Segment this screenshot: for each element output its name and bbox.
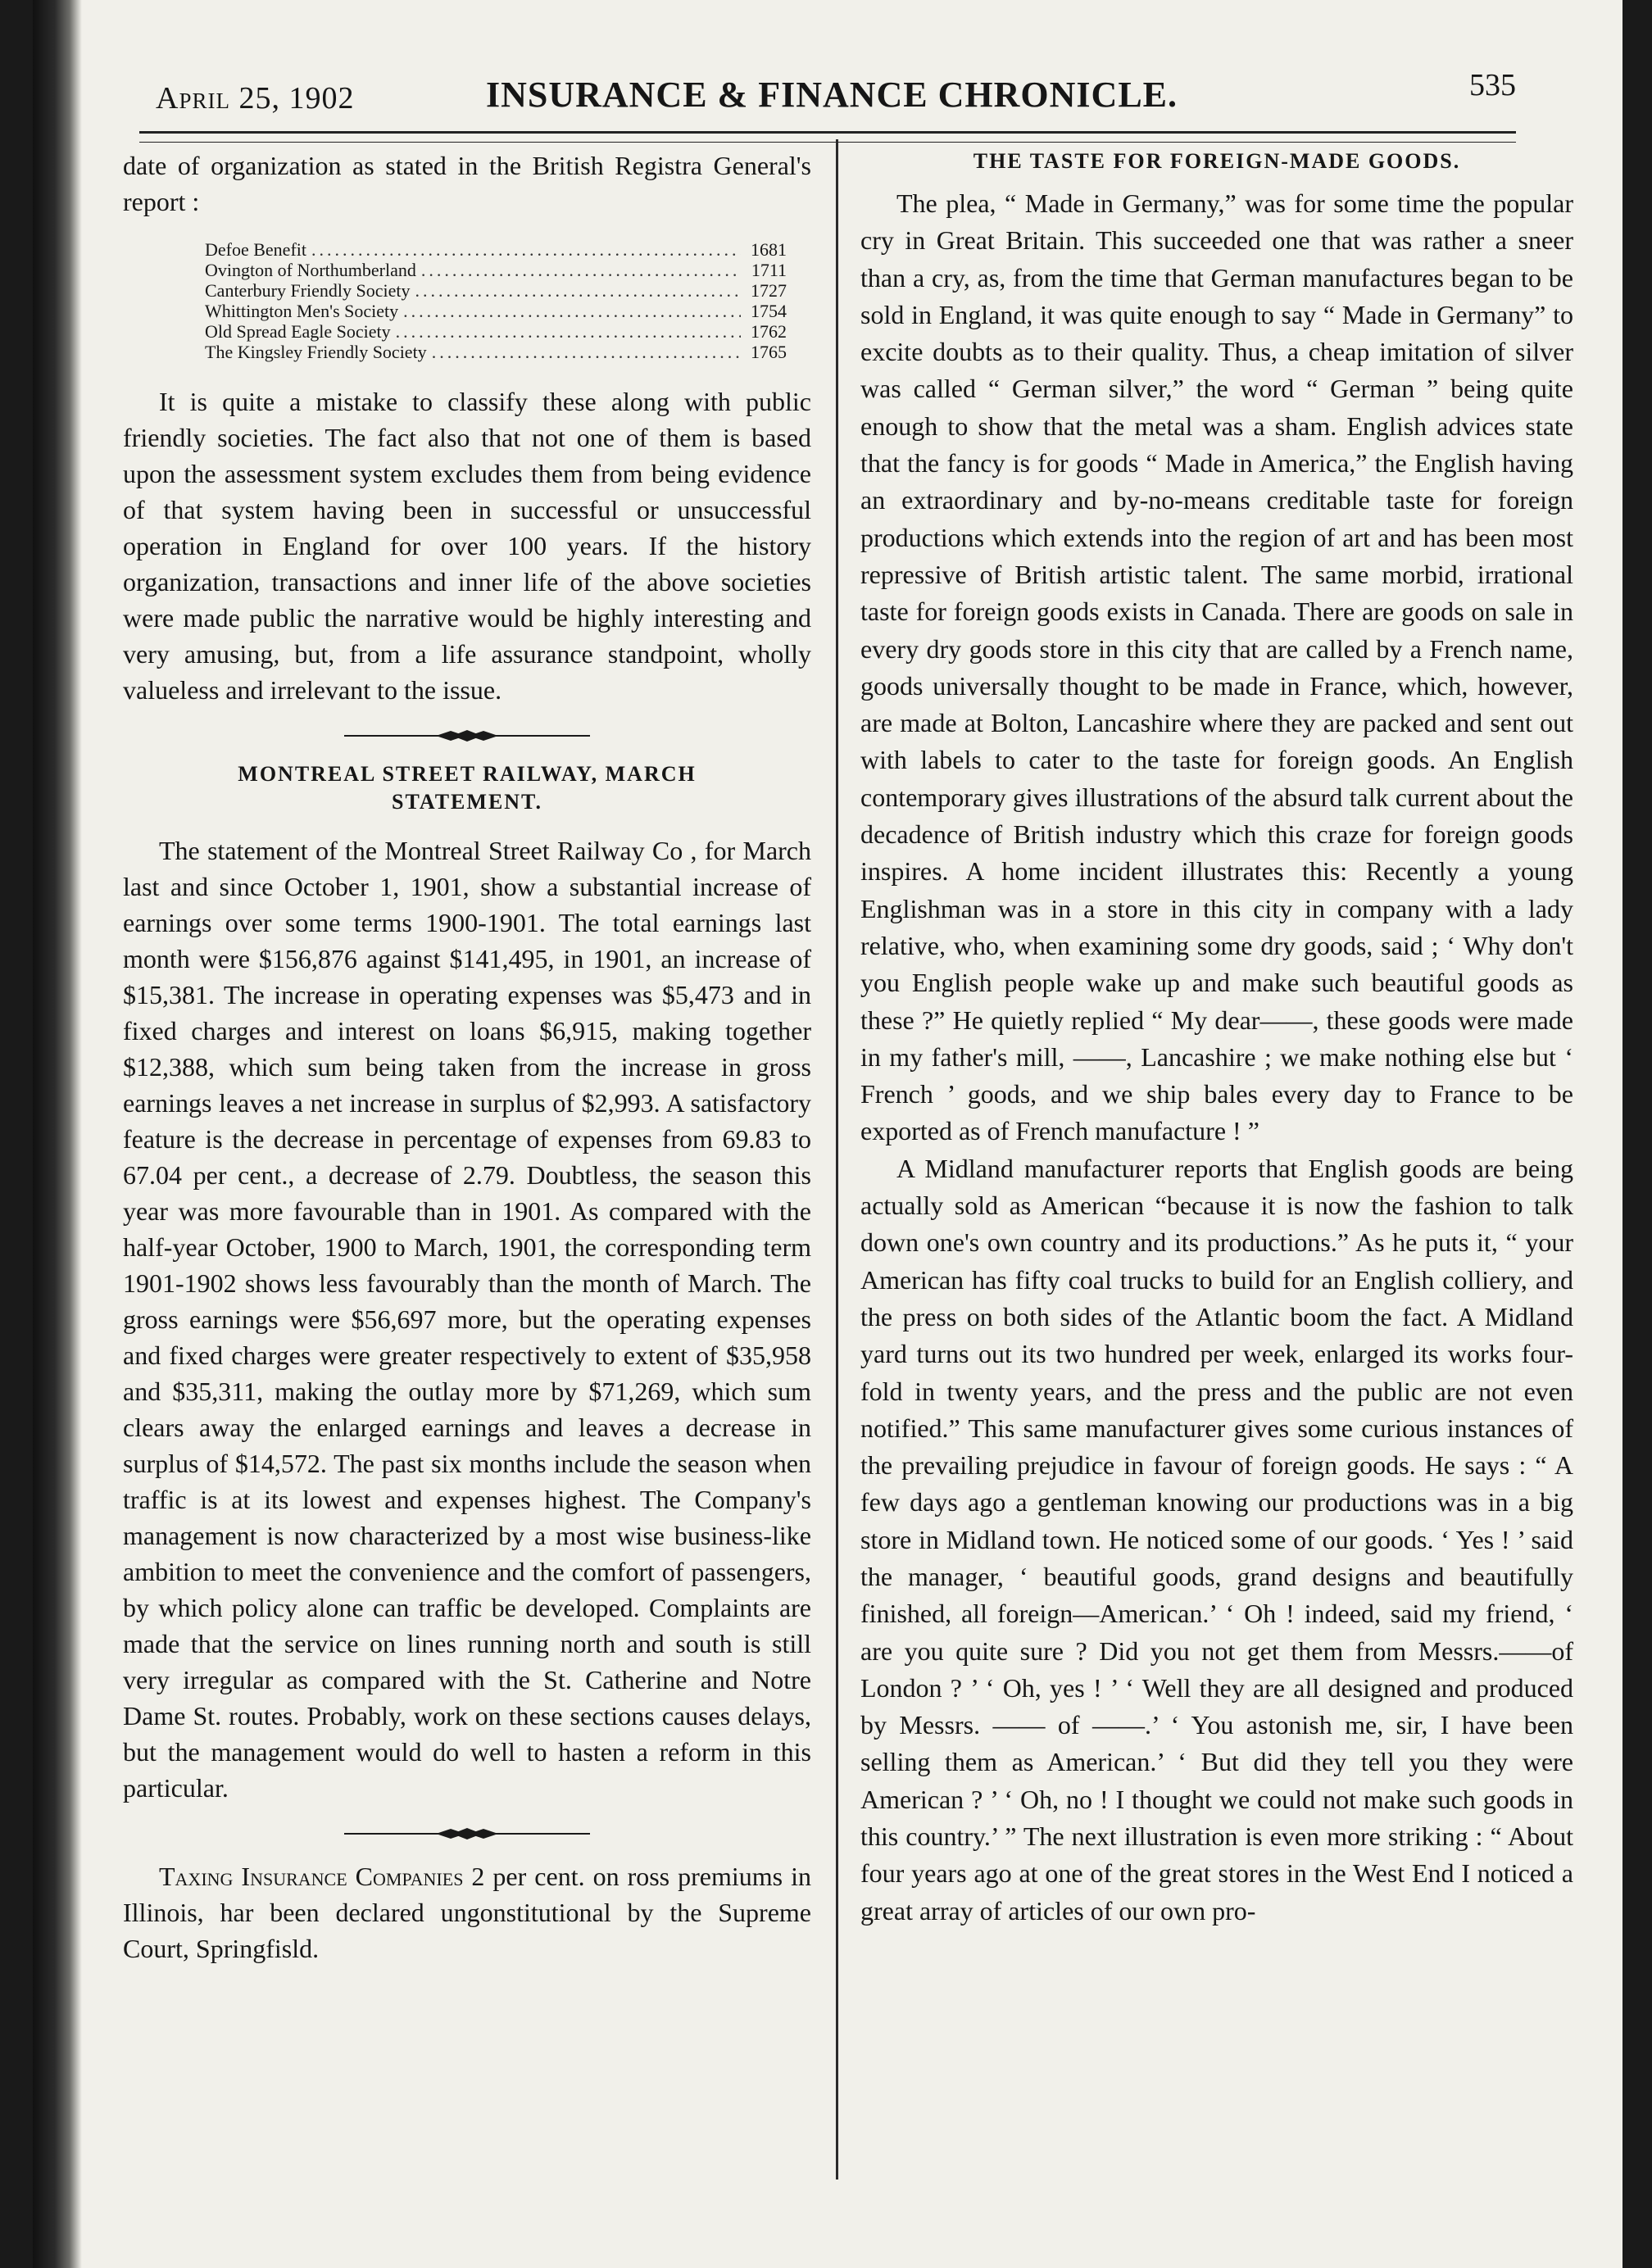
book-binding-shadow xyxy=(33,0,82,2268)
leader-dots xyxy=(432,342,741,362)
leader-dots xyxy=(421,260,741,280)
railway-heading-line1: MONTREAL STREET RAILWAY, MARCH xyxy=(238,762,697,786)
society-name: Defoe Benefit xyxy=(205,239,306,260)
society-name: Canterbury Friendly Society xyxy=(205,280,411,301)
publication-title: INSURANCE & FINANCE CHRONICLE. xyxy=(485,75,1178,115)
society-year: 1754 xyxy=(751,301,787,321)
societies-list xyxy=(123,239,811,362)
society-name: Old Spread Eagle Society xyxy=(205,321,391,342)
left-column xyxy=(123,147,811,1966)
society-name: Whittington Men's Society xyxy=(205,301,399,321)
page-number: 535 xyxy=(1469,68,1516,102)
society-year: 1762 xyxy=(751,321,787,342)
column-divider xyxy=(836,139,838,2180)
society-name: Ovington of Northumberland xyxy=(205,260,416,280)
society-year: 1765 xyxy=(751,342,787,362)
society-year: 1727 xyxy=(751,280,787,301)
leader-dots xyxy=(311,239,741,260)
newspaper-page xyxy=(33,0,1622,2268)
railway-heading xyxy=(123,760,811,816)
railway-heading-line2: STATEMENT. xyxy=(392,790,542,814)
society-year: 1681 xyxy=(751,239,787,260)
railway-statement-paragraph: The statement of the Montreal Street Railway Co , for March last and since October 1, 1901, show a substantial increase of earnings over some terms 1900-1901. The total earnings last month were $156,876 against $141,495, in 1901, an increase of $15,381. The increase in operating expenses was $5,473 and in fixed charges and interest on loans $6,915, making together $12,388, which sum being taken from the increase in gross earnings leaves a net increase in surplus of $2,993. A satisfactory feature is the decrease in percentage of expenses from 69.83 to 67.04 per cent., a decrease of 2.79. Doubtless, the season this year was more favourable than in 1901. As compared with the half-year October, 1900 to March, 1901, the corresponding term 1901-1902 shows less favourably than the month of March. The gross earnings were $56,697 more, but the operating expenses and fixed charges were greater respectively to extent of $35,958 and $35,311, making the outlay more by $71,269, which sum clears away the enlarged earnings and leaves a decrease in surplus of $14,572. The past six months include the season when traffic is at its lowest and expenses highest. The Company's management is now characterized by a most wise business-like ambition to meet the convenience and the comfort of passengers, by which policy alone can traffic be developed. Complaints are made that the service on lines running north and south is still very irregular as compared with the St. Catherine and Notre Dame St. routes. Probably, work on these sections causes delays, but the management would do well to hasten a reform in this particular. xyxy=(123,836,811,1803)
list-item xyxy=(205,342,787,362)
leader-dots xyxy=(415,280,741,301)
taxing-insurance-paragraph xyxy=(123,1858,811,1966)
list-item xyxy=(205,239,787,260)
taxing-insurance-lead: Taxing Insurance Companies xyxy=(159,1862,464,1891)
ornamental-rule-icon xyxy=(344,1827,590,1840)
intro-paragraph: date of organization as stated in the British Registra General's report : xyxy=(123,151,811,216)
society-year: 1711 xyxy=(751,260,787,280)
leader-dots xyxy=(396,321,741,342)
list-item xyxy=(205,321,787,342)
page-header xyxy=(156,66,1516,123)
taxing-insurance-text: 2 per cent. on ross premiums in Illinois, har been declared ungonstitutional by the Supreme Court, Springfisld. xyxy=(123,1862,812,1963)
list-item xyxy=(205,260,787,280)
foreign-goods-heading: THE TASTE FOR FOREIGN-MADE GOODS. xyxy=(973,149,1461,173)
society-name: The Kingsley Friendly Society xyxy=(205,342,427,362)
foreign-goods-paragraph-2: A Midland manufacturer reports that English goods are being actually sold as American “because it is now the fashion to talk down one's own country and its productions.” As he puts it, “ your American has fifty coal trucks to build for an English colliery, and the press on both sides of the Atlantic boom the fact. A Midland yard turns out its two hundred per week, enlarged its works four-fold in twenty years, and the press and the public are not even notified.” This same manufacturer gives some curious instances of the prevailing prejudice in favour of foreign goods. He says : “ A few days ago a gentleman knowing our productions was in a big store in Midland town. He noticed some of our goods. ‘ Yes ! ’ said the manager, ‘ beautiful goods, grand designs and beautifully finished, all foreign—American.’ ‘ Oh ! indeed, said my friend, ‘ are you quite sure ? Did you not get them from Messrs.——of London ? ’ ‘ Oh, yes ! ’ ‘ Well they are all designed and produced by Messrs. —— of ——.’ ‘ You astonish me, sir, I have been selling them as American.’ ‘ But did they tell you they were American ? ’ ‘ Oh, no ! I thought we could not make such goods in this country.’ ” The next illustration is even more striking : “ About four years ago at one of the great stores in the West End I noticed a great array of articles of our own pro- xyxy=(860,1153,1573,1926)
right-column xyxy=(860,147,1573,1930)
header-rule xyxy=(139,131,1516,143)
header-date: April 25, 1902 xyxy=(156,81,355,116)
ornamental-rule-icon xyxy=(344,729,590,742)
list-item xyxy=(205,280,787,301)
friendly-societies-paragraph: It is quite a mistake to classify these along with public friendly societies. The fact also that not one of them is based upon the assessment system excludes them from being evidence of that system having been in successful or unsuccessful operation in England for over 100 years. If the history organization, transactions and inner life of the above societies were made public the narrative would be highly interesting and very amusing, but, from a life assurance standpoint, wholly valueless and irrelevant to the issue. xyxy=(123,387,811,705)
foreign-goods-paragraph-1: The plea, “ Made in Germany,” was for some time the popular cry in Great Britain. This succeeded one that was rather a sneer than a cry, as, from the time that German manufactures began to be sold in England, it was quite enough to say “ Made in Germany” to excite doubts as to their quality. Thus, a cheap imitation of silver was called “ German silver,” the word “ German ” being quite enough to show that the metal was a sham. English advices state that the fancy is for goods “ Made in America,” the English having an extraordinary and by-no-means creditable taste for foreign productions which extends into the region of art and has been most repressive of British artistic talent. The same morbid, irrational taste for foreign goods exists in Canada. There are goods on sale in every dry goods store in this city that are called by a French name, goods universally thought to be made in France, which, however, are made at Bolton, Lancashire where they are packed and sent out with labels to cater to the taste for foreign goods. An English contemporary gives illustrations of the absurd talk current about the decadence of British industry which this craze for foreign goods inspires. A home incident illustrates this: Recently a young Englishman was in a store in this city in company with a lady relative, who, when examining some dry goods, said ; ‘ Why don't you English people wake up and make such beautiful goods as these ?” He quietly replied “ My dear——, these goods were made in my father's mill, ——, Lancashire ; we make nothing else but ‘ French ’ goods, and we ship bales every day to France to be exported as of French manufacture ! ” xyxy=(860,188,1573,1146)
list-item xyxy=(205,301,787,321)
leader-dots xyxy=(403,301,741,321)
